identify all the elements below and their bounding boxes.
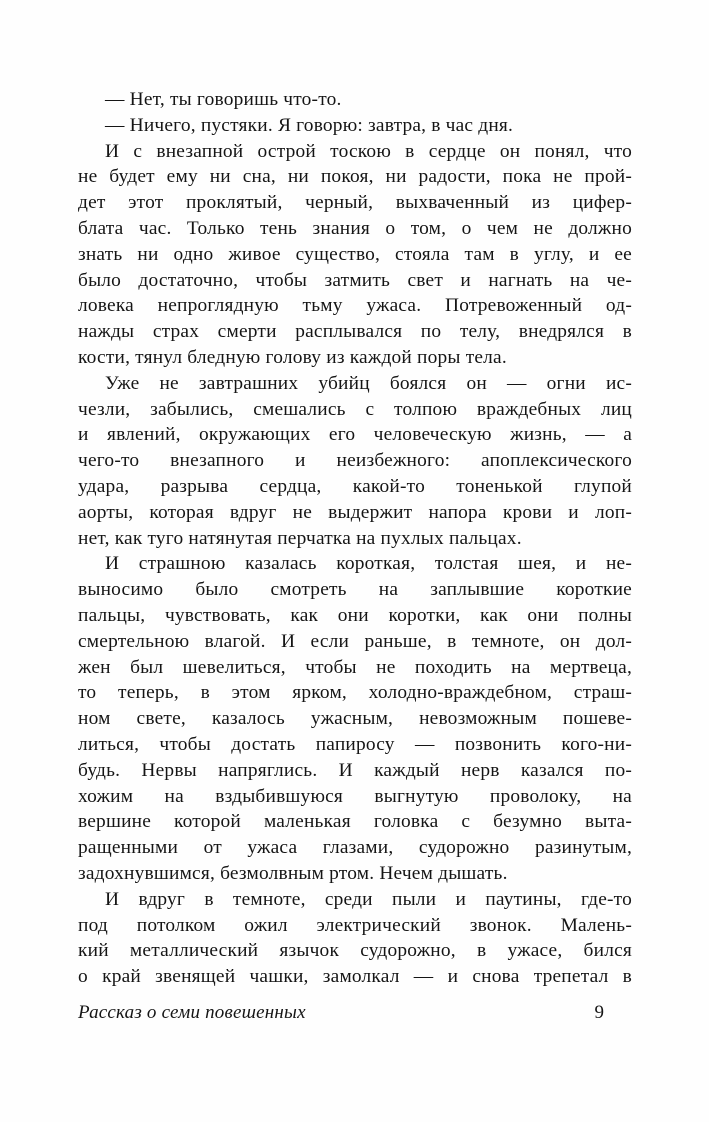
- text-line: чезли, забылись, смешались с толпою враждебных лиц: [78, 398, 632, 420]
- text-line: — Нет, ты говоришь что-то.: [105, 89, 342, 110]
- text-line: литься, чтобы достать папиросу — позвонить кого-ни-: [78, 733, 632, 755]
- text-line: ловека непроглядную тьму ужаса. Потревоженный од-: [78, 295, 632, 317]
- text-line: Уже не завтрашних убийц боялся он — огни ис-: [105, 372, 632, 394]
- text-line: удара, разрыва сердца, какой-то тоненькой глупой: [78, 475, 632, 497]
- text-line: хожим на вздыбившуюся выгнутую проволоку, на: [78, 785, 632, 807]
- text-line: знать ни одно живое существо, стояла там в углу, и ее: [78, 243, 632, 265]
- page-footer: [78, 1000, 632, 1026]
- text-line: вершине которой маленькая головка с безумно выта-: [78, 811, 632, 833]
- text-line: дет этот проклятый, черный, выхваченный из цифер-: [78, 192, 632, 214]
- text-line: нет, как туго натянутая перчатка на пухлых пальцах.: [78, 527, 522, 549]
- text-line: ном свете, казалось ужасным, невозможным пошеве-: [78, 708, 632, 730]
- text-line: кий металлический язычок судорожно, в ужасе, бился: [78, 940, 632, 962]
- text-line: пальцы, чувствовать, как они коротки, как они полны: [78, 604, 632, 626]
- text-line: И с внезапной острой тоскою в сердце он понял, что: [105, 140, 632, 162]
- text-line: не будет ему ни сна, ни покоя, ни радости, пока не прой-: [78, 166, 632, 188]
- text-line: аорты, которая вдруг не выдержит напора крови и лоп-: [78, 501, 632, 523]
- text-line: кости, тянул бледную голову из каждой поры тела.: [78, 346, 507, 368]
- text-line: чего-то внезапного и неизбежного: апоплексического: [78, 450, 632, 472]
- page-text: [78, 87, 632, 990]
- text-line: то теперь, в этом ярком, холодно-враждебном, страш-: [78, 682, 632, 704]
- text-line: И страшною казалась короткая, толстая шея, и не-: [105, 553, 632, 575]
- text-line: — Ничего, пустяки. Я говорю: завтра, в час дня.: [105, 114, 514, 136]
- text-line: нажды страх смерти расплывался по телу, внедрялся в: [78, 321, 632, 343]
- text-line: будь. Нервы напряглись. И каждый нерв казался по-: [78, 759, 632, 781]
- text-line: задохнувшимся, безмолвным ртом. Нечем дышать.: [78, 862, 508, 884]
- footer-page-number: 9: [594, 1002, 604, 1023]
- footer-running-title: Рассказ о семи повешенных: [78, 1002, 306, 1023]
- text-line: блата час. Только тень знания о том, о чем не должно: [78, 217, 632, 239]
- text-line: И вдруг в темноте, среди пыли и паутины, где-то: [105, 888, 632, 910]
- text-line: под потолком ожил электрический звонок. Малень-: [78, 914, 632, 936]
- text-line: выносимо было смотреть на заплывшие короткие: [78, 579, 632, 601]
- text-line: смертельною влагой. И если раньше, в темноте, он дол-: [78, 630, 632, 652]
- text-line: жен был шевелиться, чтобы не походить на мертвеца,: [78, 656, 632, 678]
- text-line: было достаточно, чтобы затмить свет и нагнать на че-: [78, 269, 632, 291]
- text-line: и явлений, окружающих его человеческую жизнь, — а: [78, 424, 632, 446]
- text-line: ращенными от ужаса глазами, судорожно разинутым,: [78, 837, 632, 859]
- text-line: о край звенящей чашки, замолкал — и снова трепетал в: [78, 966, 632, 988]
